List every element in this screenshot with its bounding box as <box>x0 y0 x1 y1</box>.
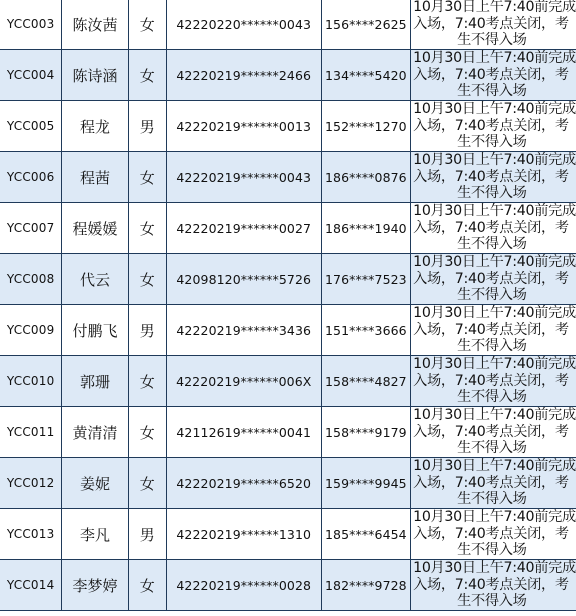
admission-note-cell[interactable] <box>411 254 576 305</box>
table-row <box>0 560 576 611</box>
candidate-id-cell[interactable]: YCC013 <box>0 509 62 560</box>
candidate-id-cell[interactable]: YCC005 <box>0 101 62 152</box>
candidate-id-cell[interactable]: YCC012 <box>0 458 62 509</box>
admission-note-line: 生不得入场 <box>457 236 527 253</box>
id-card-cell[interactable]: 42220219******1310 <box>166 509 321 560</box>
phone-cell[interactable]: 158****4827 <box>321 356 410 407</box>
admission-note-line: 入场，7:40考点关闭，考 <box>413 168 569 185</box>
phone-cell[interactable]: 158****9179 <box>321 407 410 458</box>
id-card-cell[interactable]: 42220219******0013 <box>166 101 321 152</box>
candidate-id-cell[interactable]: YCC009 <box>0 305 62 356</box>
candidate-name-cell[interactable]: 程媛媛 <box>62 203 128 254</box>
phone-cell[interactable]: 176****7523 <box>321 254 410 305</box>
admission-note-cell[interactable] <box>411 509 576 560</box>
gender-cell[interactable]: 女 <box>128 254 166 305</box>
admission-note-line: 入场，7:40考点关闭，考 <box>413 66 569 83</box>
candidate-name-cell[interactable]: 程茜 <box>62 152 128 203</box>
admission-note-line: 入场，7:40考点关闭，考 <box>413 423 569 440</box>
table-row <box>0 152 576 203</box>
gender-cell[interactable]: 女 <box>128 152 166 203</box>
candidate-id-cell[interactable]: YCC003 <box>0 0 62 50</box>
admission-note-cell[interactable] <box>411 305 576 356</box>
id-card-cell[interactable]: 42098120******5726 <box>166 254 321 305</box>
candidate-id-cell[interactable]: YCC004 <box>0 50 62 101</box>
gender-cell[interactable]: 女 <box>128 407 166 458</box>
candidate-name-cell[interactable]: 付鹏飞 <box>62 305 128 356</box>
admission-note-line: 10月30日上午7:40前完成 <box>413 305 576 322</box>
candidate-name-cell[interactable]: 代云 <box>62 254 128 305</box>
gender-cell[interactable]: 女 <box>128 356 166 407</box>
admission-note-line: 入场，7:40考点关闭，考 <box>413 321 569 338</box>
admission-note-line: 生不得入场 <box>457 389 527 406</box>
candidate-name-cell[interactable]: 黄清清 <box>62 407 128 458</box>
admission-note-line: 入场，7:40考点关闭，考 <box>413 270 569 287</box>
admission-note-line: 10月30日上午7:40前完成 <box>413 0 576 16</box>
phone-cell[interactable]: 182****9728 <box>321 560 410 611</box>
gender-cell[interactable]: 女 <box>128 458 166 509</box>
admission-note-line: 入场，7:40考点关闭，考 <box>413 525 569 542</box>
admission-note-line: 入场，7:40考点关闭，考 <box>413 474 569 491</box>
phone-cell[interactable]: 152****1270 <box>321 101 410 152</box>
admission-note-line: 10月30日上午7:40前完成 <box>413 356 576 373</box>
admission-note-line: 生不得入场 <box>457 287 527 304</box>
admission-note-line: 10月30日上午7:40前完成 <box>413 509 576 526</box>
admission-note-line: 生不得入场 <box>457 185 527 202</box>
admission-note-cell[interactable] <box>411 152 576 203</box>
admission-note-line: 生不得入场 <box>457 134 527 151</box>
admission-note-line: 入场，7:40考点关闭，考 <box>413 15 569 32</box>
admission-note-line: 入场，7:40考点关闭，考 <box>413 576 569 593</box>
id-card-cell[interactable]: 42220219******2466 <box>166 50 321 101</box>
admission-note-cell[interactable] <box>411 0 576 50</box>
candidate-id-cell[interactable]: YCC011 <box>0 407 62 458</box>
candidate-id-cell[interactable]: YCC014 <box>0 560 62 611</box>
id-card-cell[interactable]: 42220219******0027 <box>166 203 321 254</box>
id-card-cell[interactable]: 42220220******0043 <box>166 0 321 50</box>
gender-cell[interactable]: 男 <box>128 509 166 560</box>
admission-note-line: 10月30日上午7:40前完成 <box>413 407 576 424</box>
id-card-cell[interactable]: 42220219******0043 <box>166 152 321 203</box>
table-row <box>0 254 576 305</box>
admission-note-line: 10月30日上午7:40前完成 <box>413 458 576 475</box>
table-row <box>0 0 576 50</box>
admission-note-line: 生不得入场 <box>457 593 527 610</box>
candidate-name-cell[interactable]: 姜妮 <box>62 458 128 509</box>
admission-note-line: 入场，7:40考点关闭，考 <box>413 117 569 134</box>
table-row <box>0 458 576 509</box>
table-row <box>0 407 576 458</box>
admission-note-cell[interactable] <box>411 407 576 458</box>
admission-note-line: 10月30日上午7:40前完成 <box>413 203 576 220</box>
candidate-id-cell[interactable]: YCC008 <box>0 254 62 305</box>
table-row <box>0 101 576 152</box>
id-card-cell[interactable]: 42220219******3436 <box>166 305 321 356</box>
admission-note-line: 10月30日上午7:40前完成 <box>413 560 576 577</box>
admission-note-line: 生不得入场 <box>457 440 527 457</box>
candidate-id-cell[interactable]: YCC006 <box>0 152 62 203</box>
id-card-cell[interactable]: 42220219******006X <box>166 356 321 407</box>
admission-note-cell[interactable] <box>411 203 576 254</box>
admission-note-cell[interactable] <box>411 50 576 101</box>
phone-cell[interactable]: 134****5420 <box>321 50 410 101</box>
candidate-name-cell[interactable]: 陈诗涵 <box>62 50 128 101</box>
candidate-name-cell[interactable]: 李凡 <box>62 509 128 560</box>
candidate-name-cell[interactable]: 陈汝茜 <box>62 0 128 50</box>
phone-cell[interactable]: 156****2625 <box>321 0 410 50</box>
id-card-cell[interactable]: 42220219******0028 <box>166 560 321 611</box>
admission-note-cell[interactable] <box>411 560 576 611</box>
table-row <box>0 356 576 407</box>
table-row <box>0 509 576 560</box>
admission-note-line: 生不得入场 <box>457 338 527 355</box>
admission-note-cell[interactable] <box>411 458 576 509</box>
id-card-cell[interactable]: 42112619******0041 <box>166 407 321 458</box>
table-row <box>0 203 576 254</box>
phone-cell[interactable]: 186****0876 <box>321 152 410 203</box>
admission-note-line: 生不得入场 <box>457 491 527 508</box>
gender-cell[interactable]: 男 <box>128 305 166 356</box>
candidate-name-cell[interactable]: 程龙 <box>62 101 128 152</box>
admission-note-line: 10月30日上午7:40前完成 <box>413 50 576 67</box>
gender-cell[interactable]: 女 <box>128 50 166 101</box>
admission-note-line: 生不得入场 <box>457 32 527 49</box>
table-row <box>0 50 576 101</box>
candidate-id-cell[interactable]: YCC010 <box>0 356 62 407</box>
gender-cell[interactable]: 女 <box>128 0 166 50</box>
phone-cell[interactable]: 151****3666 <box>321 305 410 356</box>
admission-note-cell[interactable] <box>411 356 576 407</box>
admission-note-cell[interactable] <box>411 101 576 152</box>
admission-note-line: 生不得入场 <box>457 83 527 100</box>
candidate-name-cell[interactable]: 李梦婷 <box>62 560 128 611</box>
gender-cell[interactable]: 女 <box>128 560 166 611</box>
phone-cell[interactable]: 185****6454 <box>321 509 410 560</box>
table-row <box>0 305 576 356</box>
phone-cell[interactable]: 159****9945 <box>321 458 410 509</box>
admission-note-line: 10月30日上午7:40前完成 <box>413 152 576 169</box>
admission-note-line: 10月30日上午7:40前完成 <box>413 101 576 118</box>
admission-note-line: 10月30日上午7:40前完成 <box>413 254 576 271</box>
id-card-cell[interactable]: 42220219******6520 <box>166 458 321 509</box>
candidate-name-cell[interactable]: 郭珊 <box>62 356 128 407</box>
phone-cell[interactable]: 186****1940 <box>321 203 410 254</box>
candidate-id-cell[interactable]: YCC007 <box>0 203 62 254</box>
admission-note-line: 入场，7:40考点关闭，考 <box>413 219 569 236</box>
gender-cell[interactable]: 男 <box>128 101 166 152</box>
gender-cell[interactable]: 女 <box>128 203 166 254</box>
admission-note-line: 入场，7:40考点关闭，考 <box>413 372 569 389</box>
admission-note-line: 生不得入场 <box>457 542 527 559</box>
